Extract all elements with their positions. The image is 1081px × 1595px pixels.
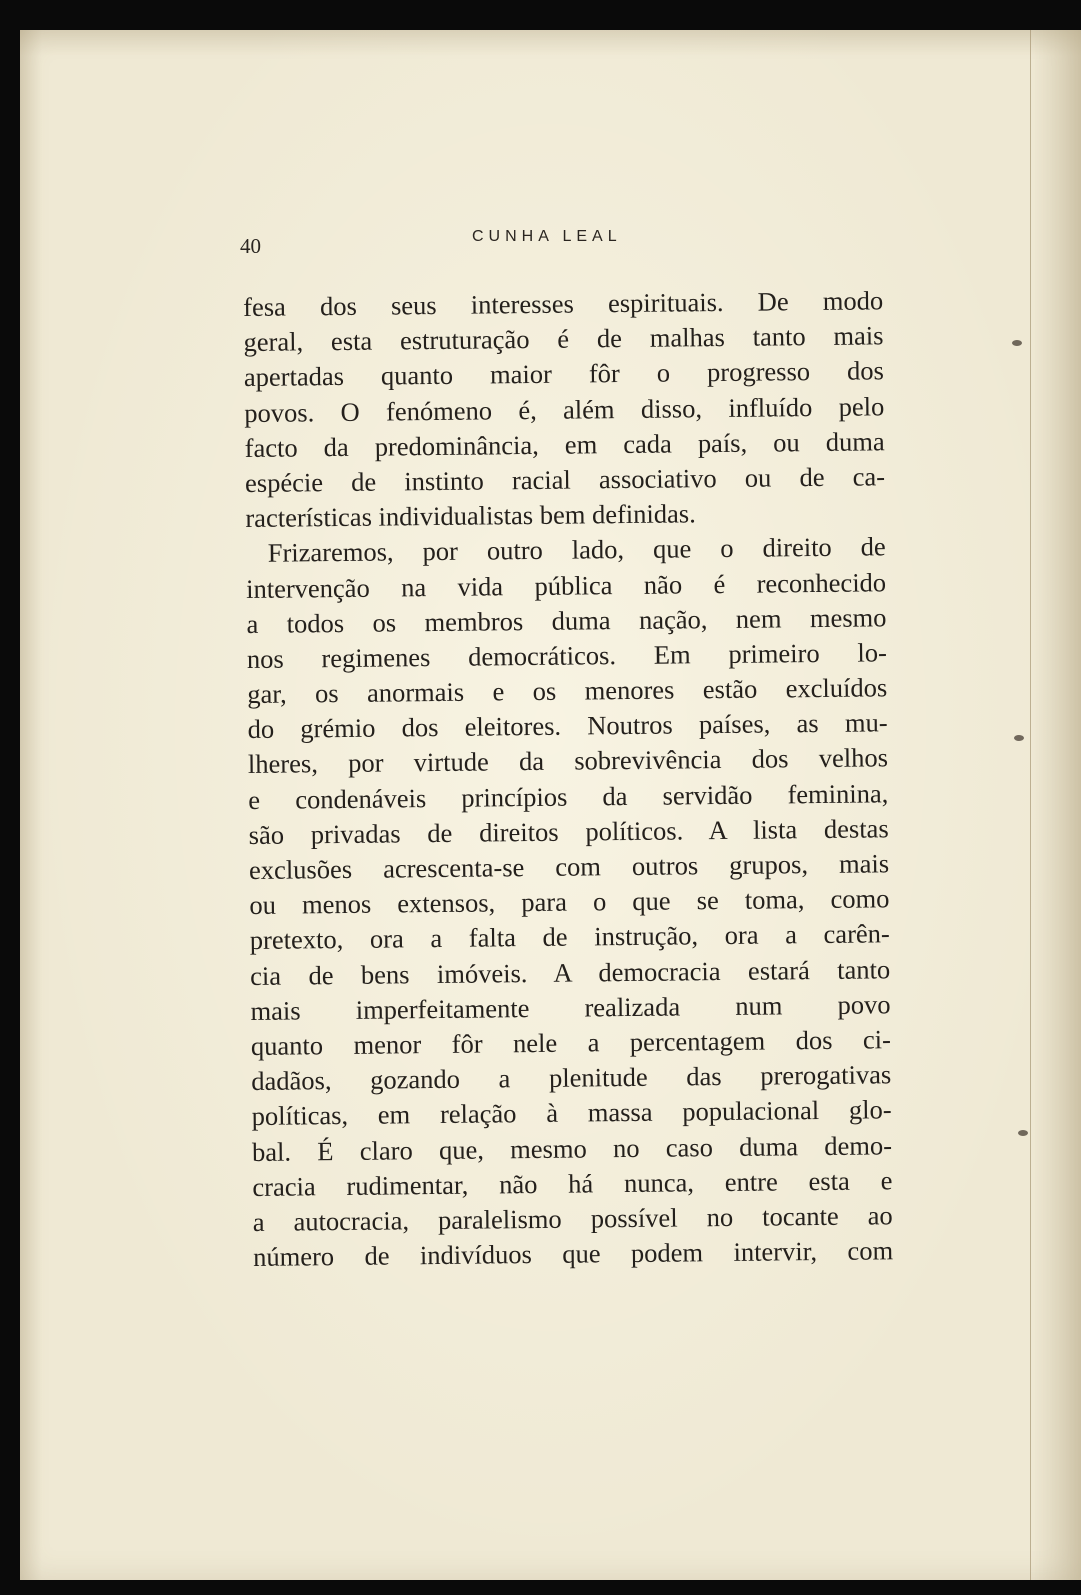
text-line: lheres, por virtude da sobrevivência dos velhos [247,742,889,780]
text-line: do grémio dos eleitores. Noutros países, as mu- [247,707,888,745]
margin-speck [1012,340,1022,346]
text-line: geral, esta estruturação é de malhas tanto mais [243,320,884,358]
text-line: gar, os anormais e os menores estão excluídos [247,672,888,710]
text-line: cracia rudimentar, não há nunca, entre esta e [252,1164,893,1202]
text-line: bal. É claro que, mesmo no caso duma demo- [251,1129,893,1167]
margin-speck [1018,1130,1028,1136]
text-line: intervenção na vida pública não é reconhecido [245,566,887,604]
text-line: ou menos extensos, para o que se toma, como [249,883,890,921]
running-head: CUNHA LEAL [472,228,622,245]
text-line: apertadas quanto maior fôr o progresso dos [243,355,885,393]
text-line: número de indivíduos que podem intervir, com [252,1235,894,1273]
text-line: políticas, em relação à massa populacional glo- [251,1094,892,1132]
body-text [243,283,893,1275]
text-line: quanto menor fôr nele a percentagem dos ci- [250,1024,892,1061]
text-line: a autocracia, paralelismo possível no tocante ao [252,1200,893,1237]
text-line: e condenáveis princípios da servidão feminina, [248,777,889,815]
text-line: pretexto, ora a falta de instrução, ora a carên- [249,918,890,956]
text-line: exclusões acrescenta-se com outros grupos, mais [248,848,890,885]
text-line: a todos os membros duma nação, nem mesmo [246,601,887,639]
page-header [240,228,900,258]
text-line: fesa dos seus interesses espirituais. De modo [243,285,884,322]
text-line: mais imperfeitamente realizada num povo [250,989,891,1026]
text-line: Frizaremos, por outro lado, que o direito de [267,531,886,569]
margin-speck [1014,735,1024,741]
text-line: racterísticas individualistas bem definidas. [245,498,696,534]
text-line: espécie de instinto racial associativo ou de ca- [244,461,886,498]
text-line: são privadas de direitos políticos. A lista destas [248,813,889,850]
page-number: 40 [240,234,261,258]
text-line: povos. O fenómeno é, além disso, influído pelo [244,390,885,428]
adjacent-page-edge [1030,30,1081,1580]
text-line: cia de bens imóveis. A democracia estará tanto [250,953,891,991]
text-line: dadãos, gozando a plenitude das prerogativas [251,1059,892,1097]
text-line: nos regimenes democráticos. Em primeiro lo- [246,637,887,674]
text-line: facto da predominância, em cada país, ou duma [244,426,885,463]
